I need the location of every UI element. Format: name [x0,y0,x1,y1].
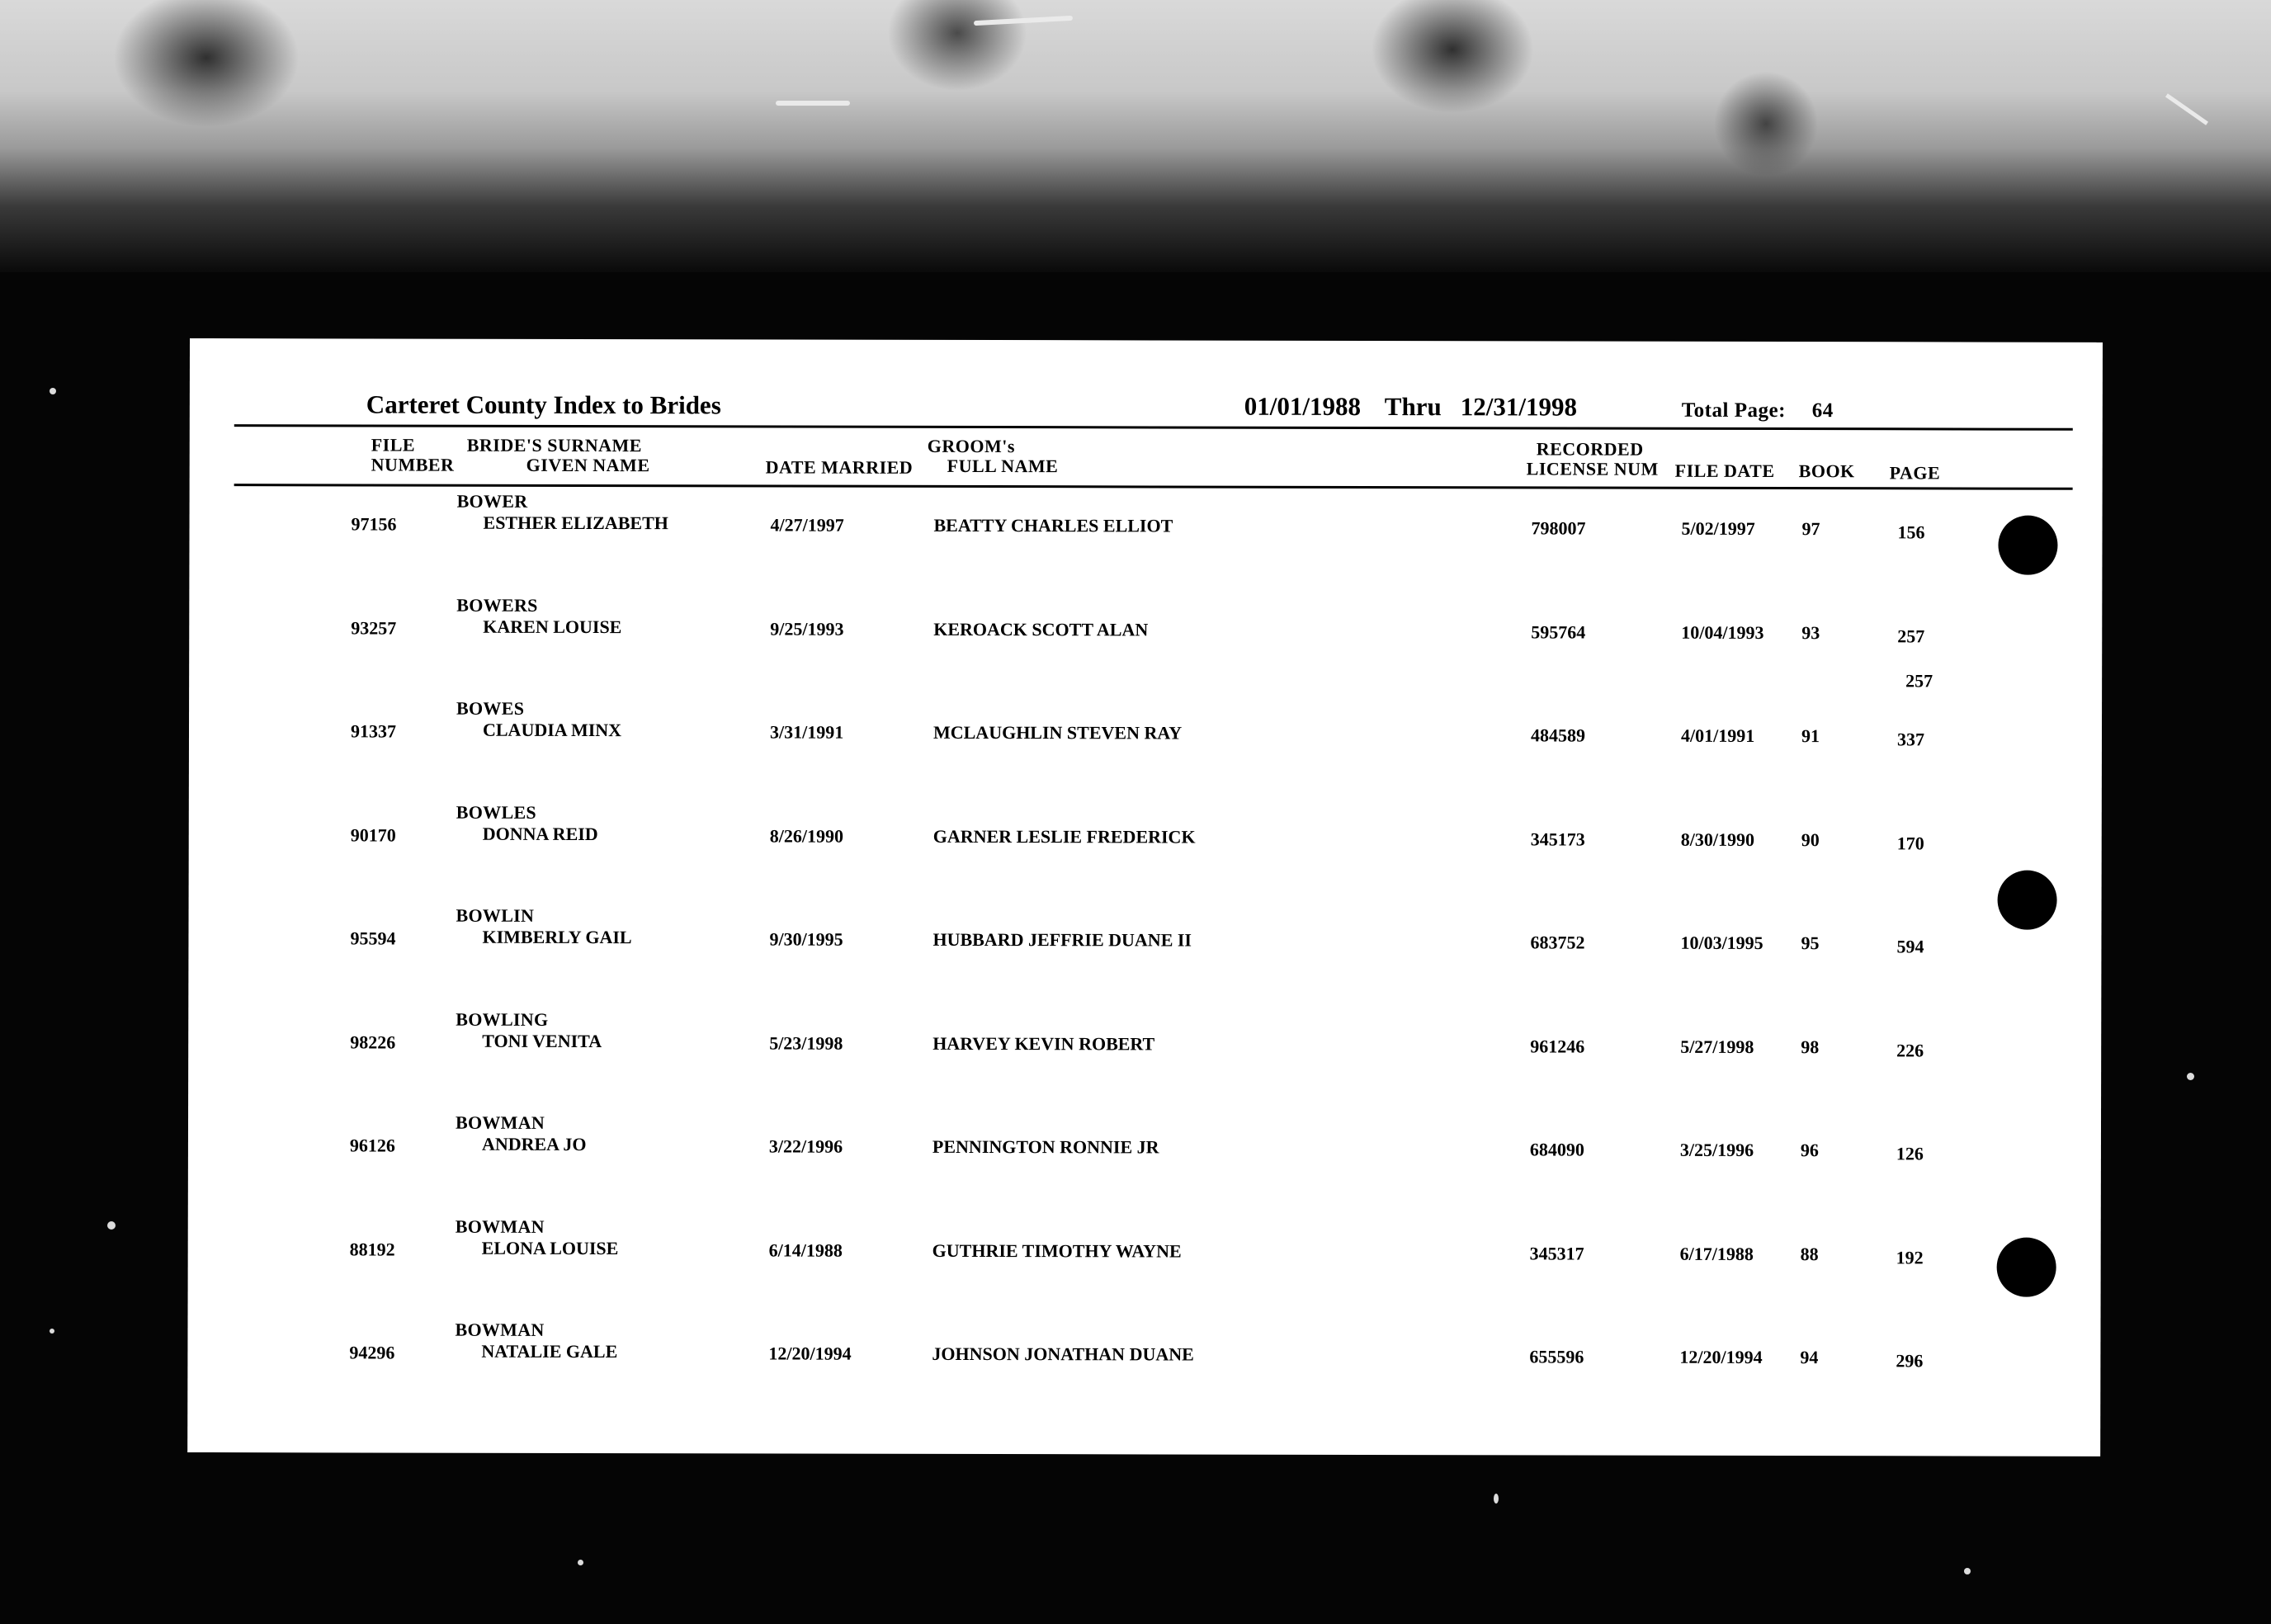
col-given-name: GIVEN NAME [526,454,650,476]
page: 257 [1897,625,1925,646]
col-groom-1: GROOM's [927,435,1015,457]
col-bride-surname: BRIDE'S SURNAME [466,434,643,456]
bride-given-name: KAREN LOUISE [483,616,622,637]
bride-surname: BOWES [456,697,525,719]
thru-label: Thru [1384,392,1442,422]
file-number: 98226 [350,1031,396,1053]
groom-full-name: MCLAUGHLIN STEVEN RAY [932,721,1183,744]
extra-page-note: 257 [1905,670,1933,692]
date-married: 12/20/1994 [768,1343,852,1364]
file-date: 4/01/1991 [1680,725,1755,746]
groom-full-name: KEROACK SCOTT ALAN [933,618,1149,640]
bride-surname: BOWLIN [456,904,535,926]
file-date: 5/27/1998 [1680,1036,1754,1057]
file-date: 8/30/1990 [1680,829,1754,850]
index-sheet [187,338,2103,1456]
groom-full-name: HARVEY KEVIN ROBERT [932,1032,1155,1054]
bride-given-name: DONNA REID [482,823,598,844]
col-recorded-2: LICENSE NUM [1526,458,1659,479]
total-page-label: Total Page: [1681,399,1786,423]
groom-full-name: HUBBARD JEFFRIE DUANE II [932,928,1192,951]
book: 90 [1801,829,1820,850]
file-number: 94296 [349,1342,395,1363]
date-married: 5/23/1998 [769,1032,843,1054]
date-married: 9/25/1993 [770,617,844,640]
bride-surname: BOWMAN [455,1216,545,1237]
bride-given-name: CLAUDIA MINX [482,719,622,741]
scan-speck [1964,1568,1971,1574]
page: 337 [1896,729,1925,750]
page: 296 [1896,1350,1924,1371]
scanner-background [0,0,2271,272]
file-number: 93257 [351,616,397,639]
license-number: 655596 [1529,1346,1584,1367]
punch-hole [1998,516,2057,575]
scan-speck [1494,1494,1499,1504]
col-groom-2: FULL NAME [947,455,1059,477]
file-date: 10/04/1993 [1681,621,1764,643]
book: 94 [1800,1347,1819,1368]
page: 156 [1897,522,1925,543]
book: 91 [1801,725,1820,747]
title-rule [234,424,2073,431]
bride-surname: BOWERS [456,594,538,616]
scan-speck [2187,1073,2194,1080]
col-file-number-2: NUMBER [371,454,455,475]
page: 192 [1896,1246,1924,1268]
date-married: 8/26/1990 [769,824,844,847]
col-book: BOOK [1798,460,1855,482]
bride-given-name: ELONA LOUISE [481,1237,619,1258]
date-married: 9/30/1995 [769,928,843,950]
groom-full-name: BEATTY CHARLES ELLIOT [933,514,1173,536]
license-number: 684090 [1529,1139,1584,1160]
bride-surname: BOWMAN [455,1319,545,1340]
file-date: 3/25/1996 [1679,1139,1754,1160]
bride-surname: BOWLING [456,1008,549,1030]
book: 97 [1801,518,1820,540]
license-number: 345173 [1530,828,1585,850]
bride-given-name: NATALIE GALE [481,1340,618,1362]
page: 594 [1896,936,1924,957]
file-number: 95594 [350,928,396,949]
scan-speck [578,1560,583,1565]
file-number: 97156 [351,513,397,535]
file-number: 88192 [349,1238,395,1260]
page: 126 [1896,1143,1924,1164]
file-number: 96126 [349,1135,395,1156]
date-to: 12/31/1998 [1460,392,1578,422]
license-number: 345317 [1529,1242,1584,1264]
groom-full-name: JOHNSON JONATHAN DUANE [932,1343,1194,1365]
date-married: 4/27/1997 [770,514,844,536]
book: 95 [1801,932,1820,954]
book: 93 [1801,621,1820,643]
scan-speck [107,1221,116,1230]
bride-given-name: KIMBERLY GAIL [482,926,632,948]
document-title: Carteret County Index to Brides [366,389,721,420]
bride-given-name: ANDREA JO [481,1133,587,1155]
col-page: PAGE [1889,462,1941,484]
bride-given-name: TONI VENITA [482,1030,602,1051]
col-file-number-1: FILE [371,434,416,456]
col-file-date: FILE DATE [1674,460,1775,482]
header-rule [234,484,2073,490]
file-date: 6/17/1988 [1679,1243,1754,1264]
bride-given-name: ESTHER ELIZABETH [483,512,668,534]
scan-streak [776,101,850,106]
book: 96 [1800,1140,1819,1161]
page: 226 [1896,1039,1924,1060]
groom-full-name: GUTHRIE TIMOTHY WAYNE [932,1239,1182,1262]
punch-hole [1998,871,2057,930]
bride-surname: BOWMAN [455,1112,545,1133]
book: 98 [1801,1036,1820,1057]
file-number: 90170 [350,824,396,846]
license-number: 683752 [1530,932,1585,953]
date-from: 01/01/1988 [1244,391,1362,421]
license-number: 798007 [1531,517,1586,539]
date-married: 3/31/1991 [769,721,844,743]
file-date: 10/03/1995 [1680,932,1763,953]
scan-speck [50,388,56,394]
book: 88 [1800,1243,1819,1264]
groom-full-name: PENNINGTON RONNIE JR [932,1135,1159,1158]
bride-surname: BOWER [456,490,528,512]
col-recorded-1: RECORDED [1536,438,1644,460]
license-number: 484589 [1530,725,1586,746]
punch-hole [1997,1238,2056,1297]
file-number: 91337 [350,720,397,742]
file-date: 5/02/1997 [1681,517,1755,539]
license-number: 595764 [1531,621,1586,643]
scan-speck [50,1329,54,1334]
date-married: 3/22/1996 [768,1135,843,1157]
groom-full-name: GARNER LESLIE FREDERICK [932,825,1196,847]
page: 170 [1896,832,1924,853]
total-page-value: 64 [1811,399,1834,423]
col-date-married: DATE MARRIED [765,456,914,478]
bride-surname: BOWLES [456,801,536,823]
date-married: 6/14/1988 [768,1239,843,1261]
file-date: 12/20/1994 [1679,1346,1763,1367]
license-number: 961246 [1530,1035,1585,1057]
